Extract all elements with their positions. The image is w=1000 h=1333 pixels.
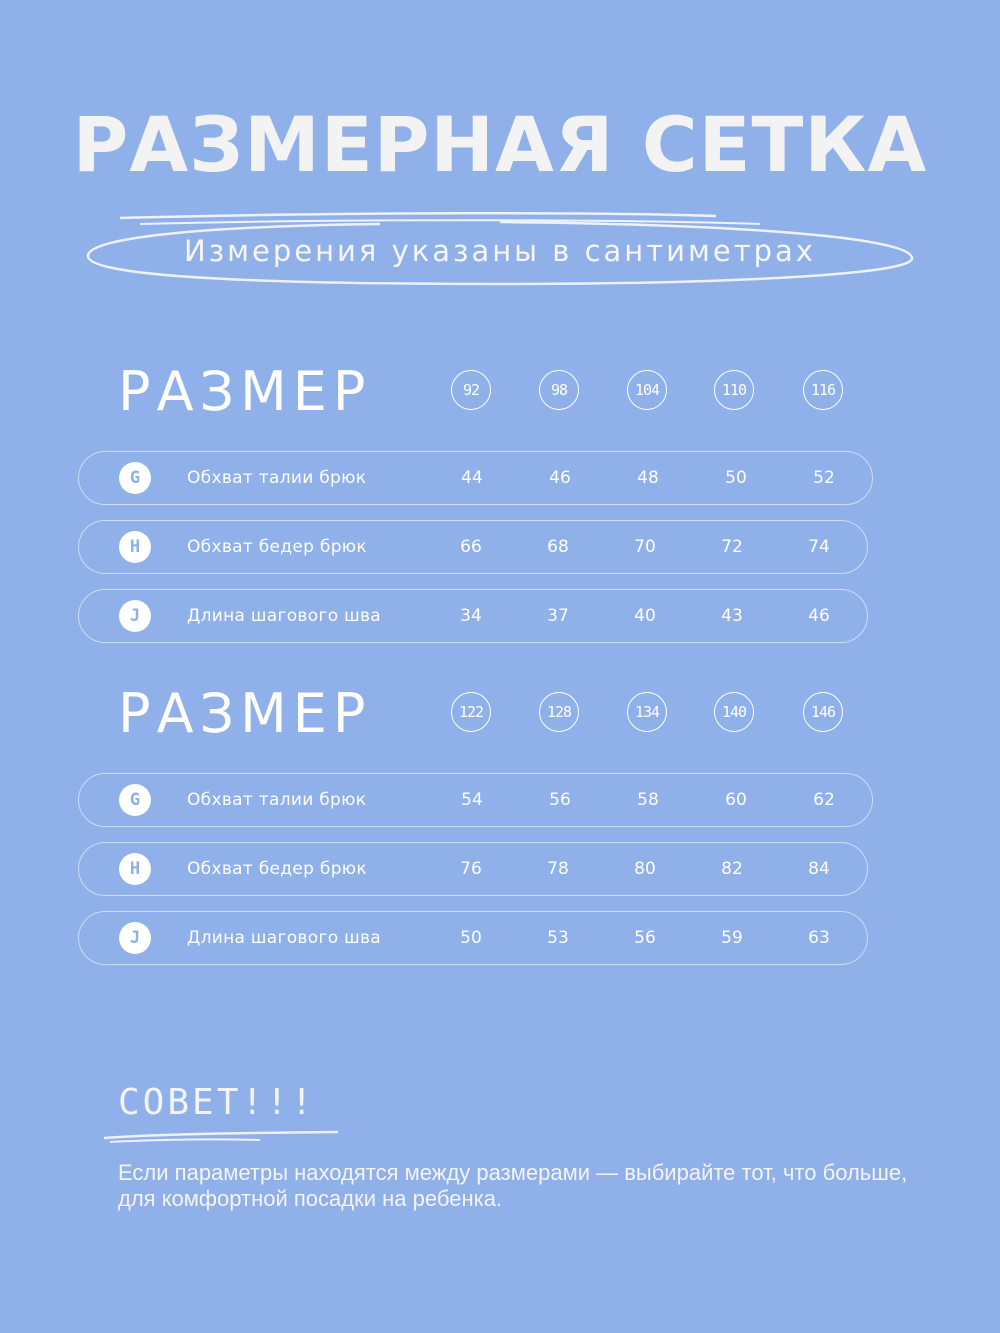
row-value: 56	[549, 790, 571, 810]
row-value: 37	[547, 606, 569, 626]
size-badge: 128	[539, 692, 579, 732]
table-row	[78, 520, 868, 574]
size-badge: 98	[539, 370, 579, 410]
row-value: 74	[808, 537, 830, 557]
hip-icon: H	[119, 853, 151, 885]
subtitle-text: Измерения указаны в сантиметрах	[184, 234, 816, 268]
row-value: 50	[725, 468, 747, 488]
row-value: 68	[547, 537, 569, 557]
size-badge: 146	[803, 692, 843, 732]
table-row	[78, 451, 873, 505]
row-value: 56	[634, 928, 656, 948]
size-badge: 116	[803, 370, 843, 410]
table-row	[78, 773, 873, 827]
row-value: 72	[721, 537, 743, 557]
tip-underline-icon	[100, 1128, 345, 1144]
row-value: 60	[725, 790, 747, 810]
row-value: 48	[637, 468, 659, 488]
row-value: 78	[547, 859, 569, 879]
waist-icon: G	[119, 462, 151, 494]
row-value: 63	[808, 928, 830, 948]
waist-icon: G	[119, 784, 151, 816]
row-value: 80	[634, 859, 656, 879]
inseam-icon: J	[119, 600, 151, 632]
hip-icon: H	[119, 531, 151, 563]
row-value: 62	[813, 790, 835, 810]
row-value: 66	[460, 537, 482, 557]
row-value: 84	[808, 859, 830, 879]
size-badge: 110	[714, 370, 754, 410]
size-badge: 140	[714, 692, 754, 732]
subtitle-banner	[80, 210, 920, 290]
tip-title: COBET!!!	[118, 1082, 316, 1123]
row-value: 76	[460, 859, 482, 879]
row-value: 59	[721, 928, 743, 948]
row-label: Обхват бедер брюк	[187, 859, 367, 879]
size-heading: РАЗМЕР	[118, 360, 372, 423]
row-value: 34	[460, 606, 482, 626]
row-value: 54	[461, 790, 483, 810]
row-label: Обхват талии брюк	[187, 468, 367, 488]
size-badge: 122	[451, 692, 491, 732]
row-label: Длина шагового шва	[187, 928, 381, 948]
row-value: 43	[721, 606, 743, 626]
row-value: 82	[721, 859, 743, 879]
row-value: 46	[549, 468, 571, 488]
table-row	[78, 842, 868, 896]
row-label: Длина шагового шва	[187, 606, 381, 626]
size-heading: РАЗМЕР	[118, 682, 372, 745]
row-value: 58	[637, 790, 659, 810]
size-badge: 92	[451, 370, 491, 410]
row-value: 53	[547, 928, 569, 948]
size-badge: 104	[627, 370, 667, 410]
tip-text: Если параметры находятся между размерами — выбирайте тот, что больше, для комфортной посадки на ребенка.	[118, 1160, 908, 1211]
row-label: Обхват бедер брюк	[187, 537, 367, 557]
inseam-icon: J	[119, 922, 151, 954]
row-value: 46	[808, 606, 830, 626]
table-row	[78, 911, 868, 965]
page-title: РАЗМЕРНАЯ СЕТКА	[72, 100, 928, 189]
row-value: 44	[461, 468, 483, 488]
row-value: 52	[813, 468, 835, 488]
table-row	[78, 589, 868, 643]
size-badge: 134	[627, 692, 667, 732]
row-value: 40	[634, 606, 656, 626]
row-label: Обхват талии брюк	[187, 790, 367, 810]
row-value: 70	[634, 537, 656, 557]
row-value: 50	[460, 928, 482, 948]
